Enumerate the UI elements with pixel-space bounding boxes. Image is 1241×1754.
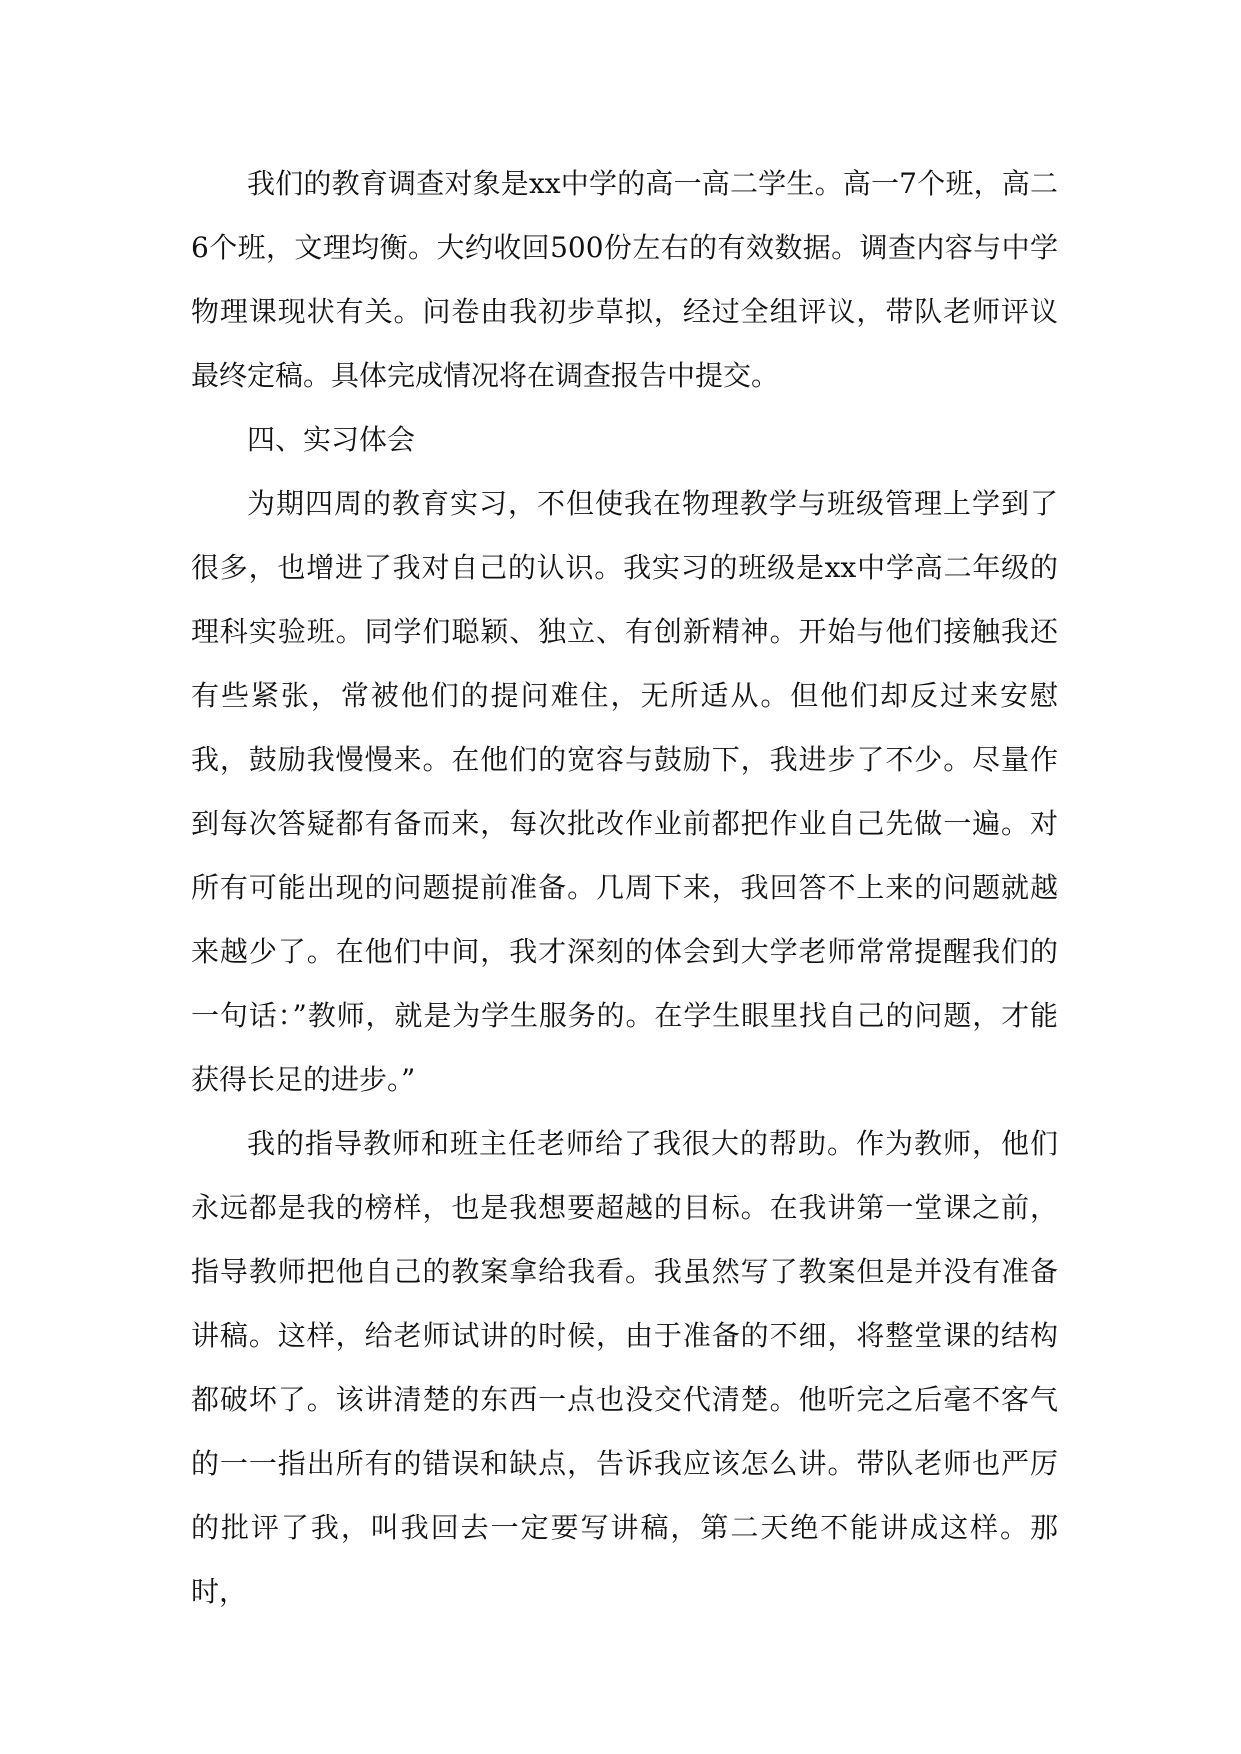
document-body [191, 152, 1058, 1624]
paragraph-four-weeks: 为期四周的教育实习，不但使我在物理教学与班级管理上学到了很多，也增进了我对自己的认识。我实习的班级是xx中学高二年级的理科实验班。同学们聪颖、独立、有创新精神。开始与他们接触我还有些紧张，常被他们的提问难住，无所适从。但他们却反过来安慰我，鼓励我慢慢来。在他们的宽容与鼓励下，我进步了不少。尽量作到每次答疑都有备而来，每次批改作业前都把作业自己先做一遍。对所有可能出现的问题提前准备。几周下来，我回答不上来的问题就越来越少了。在他们中间，我才深刻的体会到大学老师常常提醒我们的一句话：”教师，就是为学生服务的。在学生眼里找自己的问题，才能获得长足的进步。” [191, 487, 1058, 1096]
paragraph-survey: 我们的教育调查对象是xx中学的高一高二学生。高一7个班，高二6个班，文理均衡。大约收回500份左右的有效数据。调查内容与中学物理课现状有关。问卷由我初步草拟，经过全组评议，带队老师评议最终定稿。具体完成情况将在调查报告中提交。 [191, 167, 1058, 392]
section-heading-internship-reflection: 四、实习体会 [247, 423, 416, 456]
paragraph-mentor-help: 我的指导教师和班主任老师给了我很大的帮助。作为教师，他们永远都是我的榜样，也是我想要超越的目标。在我讲第一堂课之前，指导教师把他自己的教案拿给我看。我虽然写了教案但是并没有准备讲稿。这样，给老师试讲的时候，由于准备的不细，将整堂课的结构都破坏了。该讲清楚的东西一点也没交代清楚。他听完之后毫不客气的一一指出所有的错误和缺点，告诉我应该怎么讲。带队老师也严厉的批评了我，叫我回去一定要写讲稿，第二天绝不能讲成这样。那时， [191, 1127, 1058, 1608]
